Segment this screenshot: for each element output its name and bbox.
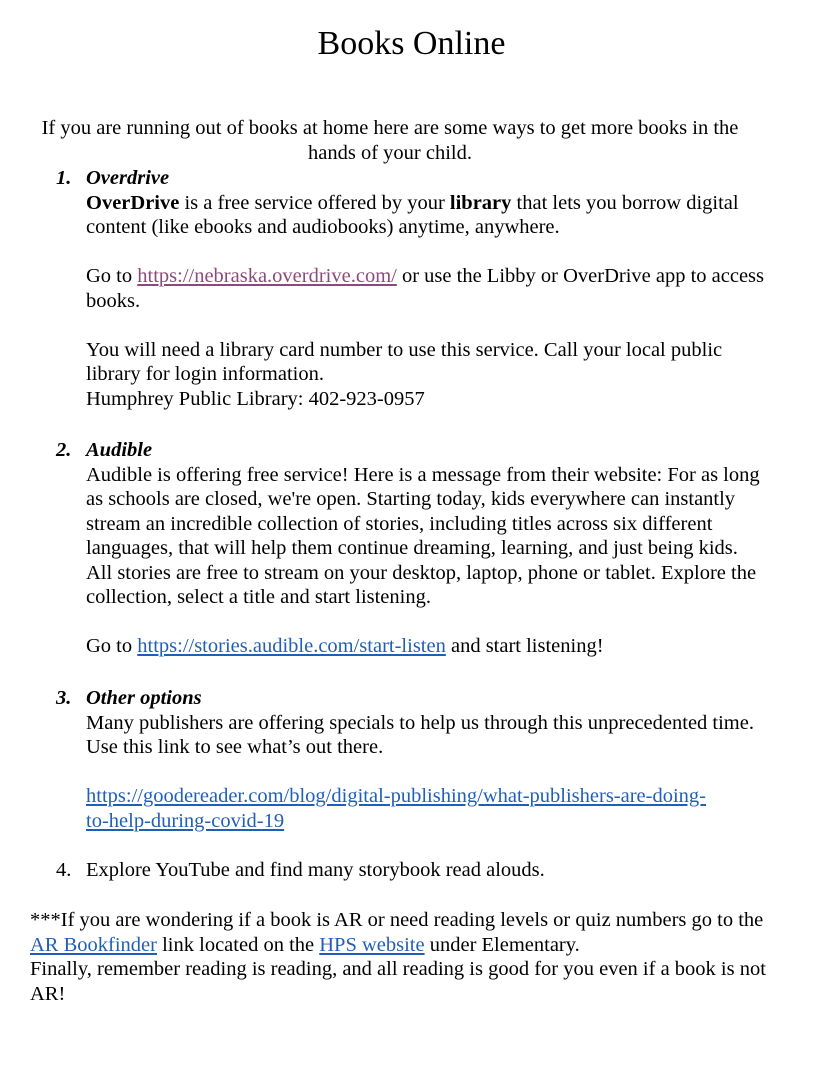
audible-section <box>56 438 776 659</box>
goto-prefix: Go to <box>86 635 138 657</box>
ar-bookfinder-link[interactable]: AR Bookfinder <box>30 933 157 956</box>
goodereader-link-line2[interactable]: to-help-during-covid-19 <box>86 809 285 832</box>
overdrive-goto <box>86 264 766 313</box>
overdrive-link[interactable]: https://nebraska.overdrive.com/ <box>137 265 397 287</box>
goto-prefix: Go to <box>86 265 138 287</box>
goodereader-link-block <box>86 784 766 833</box>
intro-paragraph: If you are running out of books at home here are some ways to get more books in the hands of your child. <box>41 117 739 164</box>
list-number: 2. <box>56 439 72 461</box>
goodereader-link-line1[interactable]: https://goodereader.com/blog/digital-publishing/what-publishers-are-doing- <box>86 785 706 807</box>
goto-suffix: or use the Libby or OverDrive app to access books. <box>86 265 765 312</box>
youtube-text: Explore YouTube and find many storybook read alouds. <box>86 859 545 881</box>
audible-goto <box>86 634 766 659</box>
footer-text-3: under Elementary. <box>424 933 580 956</box>
library-bold: library <box>449 191 512 214</box>
footer-final: Finally, remember reading is reading, and all reading is good for you even if a book is not AR! <box>30 958 766 1005</box>
audible-heading: Audible <box>86 439 153 461</box>
overdrive-description <box>86 191 766 240</box>
overdrive-heading: Overdrive <box>86 167 170 189</box>
audible-link[interactable]: https://stories.audible.com/start-listen <box>137 635 446 657</box>
other-options-section <box>56 686 776 833</box>
page-title: Books Online <box>317 25 506 62</box>
footer-text-2: link located on the <box>156 933 320 956</box>
library-phone: Humphrey Public Library: 402-923-0957 <box>86 387 425 410</box>
youtube-item <box>56 858 776 883</box>
goto-suffix: and start listening! <box>445 635 604 657</box>
other-options-heading: Other options <box>86 687 202 709</box>
list-number: 1. <box>56 167 72 189</box>
overdrive-text-b: that lets you borrow digital content (like ebooks and audiobooks) anytime, anywhere. <box>86 191 739 238</box>
list-number: 3. <box>56 687 72 709</box>
footer-note <box>30 908 770 1006</box>
hps-website-link[interactable]: HPS website <box>319 933 425 956</box>
audible-description: Audible is offering free service! Here is a message from their website: For as long as schools are closed, we're open. Starting today, kids everywhere can instantly stream an incredible collection of stories, including titles across six different languages, that will help them continue dreaming, learning, and just being kids. All stories are free to stream on your desktop, laptop, phone or tablet. Explore the collection, select a title and start listening. <box>86 463 760 608</box>
overdrive-bold: OverDrive <box>86 191 180 214</box>
library-card-text: You will need a library card number to use this service. Call your local public library for login information. <box>86 338 723 385</box>
other-options-description: Many publishers are offering specials to help us through this unprecedented time. Use this link to see what’s out there. <box>86 711 754 758</box>
overdrive-section <box>56 166 776 411</box>
list-number: 4. <box>56 859 72 881</box>
overdrive-text-a: is a free service offered by your <box>179 191 450 214</box>
footer-text-1: ***If you are wondering if a book is AR or need reading levels or quiz numbers go to the <box>30 909 764 931</box>
